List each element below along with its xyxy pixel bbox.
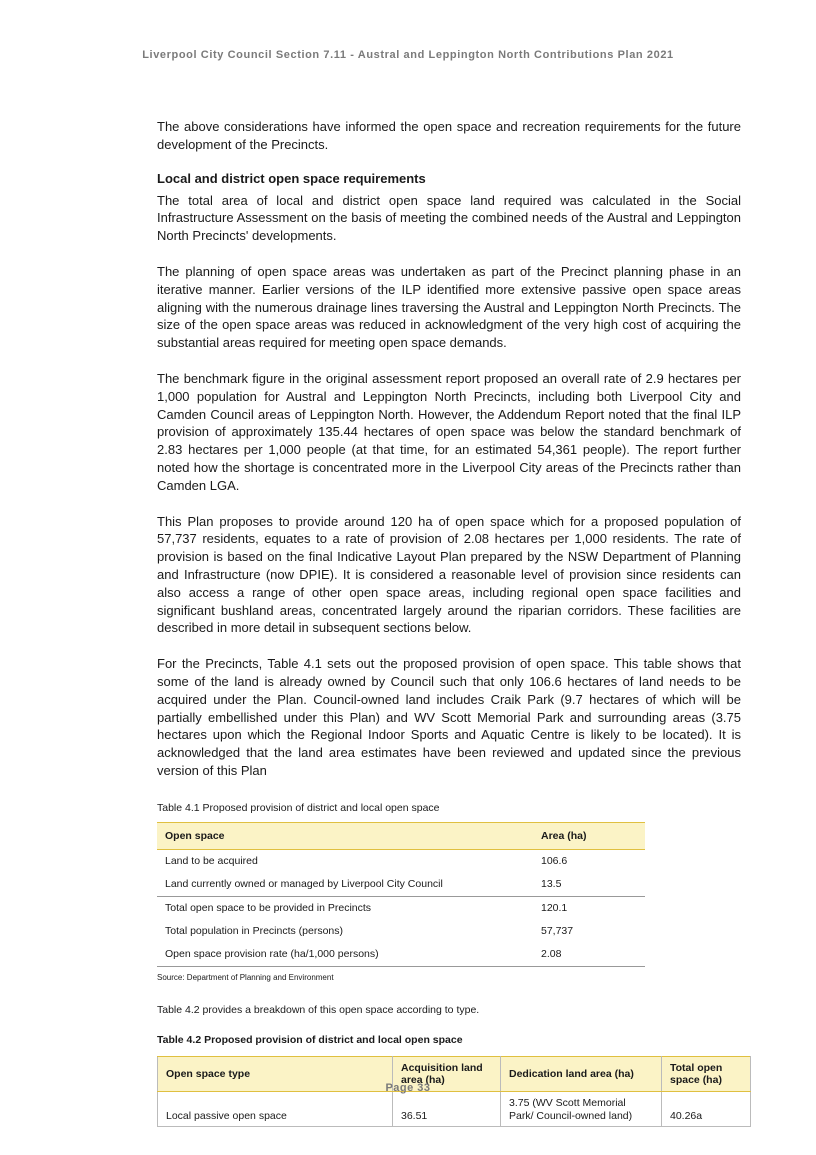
table-4-1-caption: Table 4.1 Proposed provision of district and local open space [157, 801, 440, 814]
table-cell: 106.6 [541, 855, 568, 868]
table-4-2-intro: Table 4.2 provides a breakdown of this open space according to type. [157, 1003, 480, 1016]
table-cell: Open space provision rate (ha/1,000 persons) [157, 943, 533, 967]
table-row [158, 1091, 751, 1126]
column-header-acquisition-area: Acquisition land area (ha) [393, 1056, 501, 1091]
table-row [157, 920, 645, 943]
table-cell: 2.08 [533, 943, 645, 967]
paragraph-6: For the Precincts, Table 4.1 sets out the proposed provision of open space. This table shows that some of the land is already owned by Council such that only 106.6 hectares of land needs to be acquired under the Plan. Council-owned land includes Craik Park (9.7 hectares of which will be partially embellished under this Plan) and WV Scott Memorial Park and surrounding areas (3.75 hectares upon which the Regional Indoor Sports and Aquatic Centre is likely to be located). It is acknowledged that the land area estimates have been reviewed and updated since the previous version of this Plan [157, 656, 741, 778]
column-header-open-space: Open space [157, 822, 533, 849]
main-content [157, 118, 741, 1127]
table-row [157, 896, 645, 920]
column-header-dedication-area: Dedication land area (ha) [501, 1056, 662, 1091]
page-number: Page 33 [385, 1082, 431, 1094]
table-cell: Land to be acquired [165, 855, 258, 868]
table-source-note: Source: Department of Planning and Environment [157, 972, 334, 982]
table-cell: Total open space to be provided in Precincts [165, 902, 372, 915]
table-header-row [157, 822, 645, 849]
paragraph-1: The above considerations have informed the open space and recreation requirements for the future development of the Precincts. [157, 119, 741, 152]
table-row [157, 849, 645, 873]
column-header-area: Area (ha) [533, 822, 645, 849]
paragraph-4: The benchmark figure in the original assessment report proposed an overall rate of 2.9 hectares per 1,000 population for Austral and Leppington North Precincts, including both Liverpool City and Camden Council areas of Leppington North. However, the Addendum Report noted that the final ILP provision of approximately 135.44 hectares of open space was below the standard benchmark of 2.83 hectares per 1,000 people (at that time, for an estimated 54,361 people). The report further noted how the shortage is concentrated more in the Liverpool City areas of the Precincts rather than Camden LGA. [157, 370, 741, 493]
table-cell: 13.5 [533, 873, 645, 897]
table-row [157, 943, 645, 967]
table-cell: Land currently owned or managed by Liverpool City Council [157, 873, 533, 897]
table-cell: Total population in Precincts (persons) [165, 925, 344, 938]
table-cell: 57,737 [541, 925, 574, 938]
paragraph-5: This Plan proposes to provide around 120 ha of open space which for a proposed population of 57,737 residents, equates to a rate of provision of 2.08 hectares per 1,000 residents. The rate of provision is based on the final Indicative Layout Plan prepared by the NSW Department of Planning and Infrastructure (now DPIE). It is considered a reasonable level of provision since residents can also access a range of other open space areas, including regional open space facilities and significant bushland areas, concentrated largely around the riparian corridors. These facilities are described in more detail in subsequent sections below. [157, 513, 741, 636]
table-cell: 36.51 [393, 1091, 501, 1126]
table-cell: Local passive open space [158, 1091, 393, 1126]
paragraph-2: The total area of local and district open space land required was calculated in the Social Infrastructure Assessment on the basis of meeting the combined needs of the Austral and Leppington North Precincts' developments. [157, 192, 741, 244]
table-cell: 40.26a [662, 1091, 751, 1126]
section-heading: Local and district open space requirements [157, 170, 426, 186]
table-row [157, 873, 645, 897]
table-cell: 3.75 (WV Scott Memorial Park/ Council-owned land) [501, 1091, 662, 1126]
column-header-total-open-space: Total open space (ha) [662, 1056, 751, 1091]
table-cell: 120.1 [541, 902, 568, 915]
open-space-provision-table [157, 822, 645, 967]
paragraph-3: The planning of open space areas was undertaken as part of the Precinct planning phase in an iterative manner. Earlier versions of the ILP identified more extensive passive open space areas aligning with the numerous drainage lines traversing the Austral and Leppington North Precincts. The size of the open space areas was reduced in acknowledgment of the very high cost of acquiring the substantial areas required for meeting open space demands. [157, 263, 741, 351]
table-4-2-caption: Table 4.2 Proposed provision of district and local open space [157, 1033, 463, 1046]
running-header: Liverpool City Council Section 7.11 - Austral and Leppington North Contributions Plan 2021 [142, 49, 674, 61]
column-header-open-space-type: Open space type [158, 1056, 393, 1091]
